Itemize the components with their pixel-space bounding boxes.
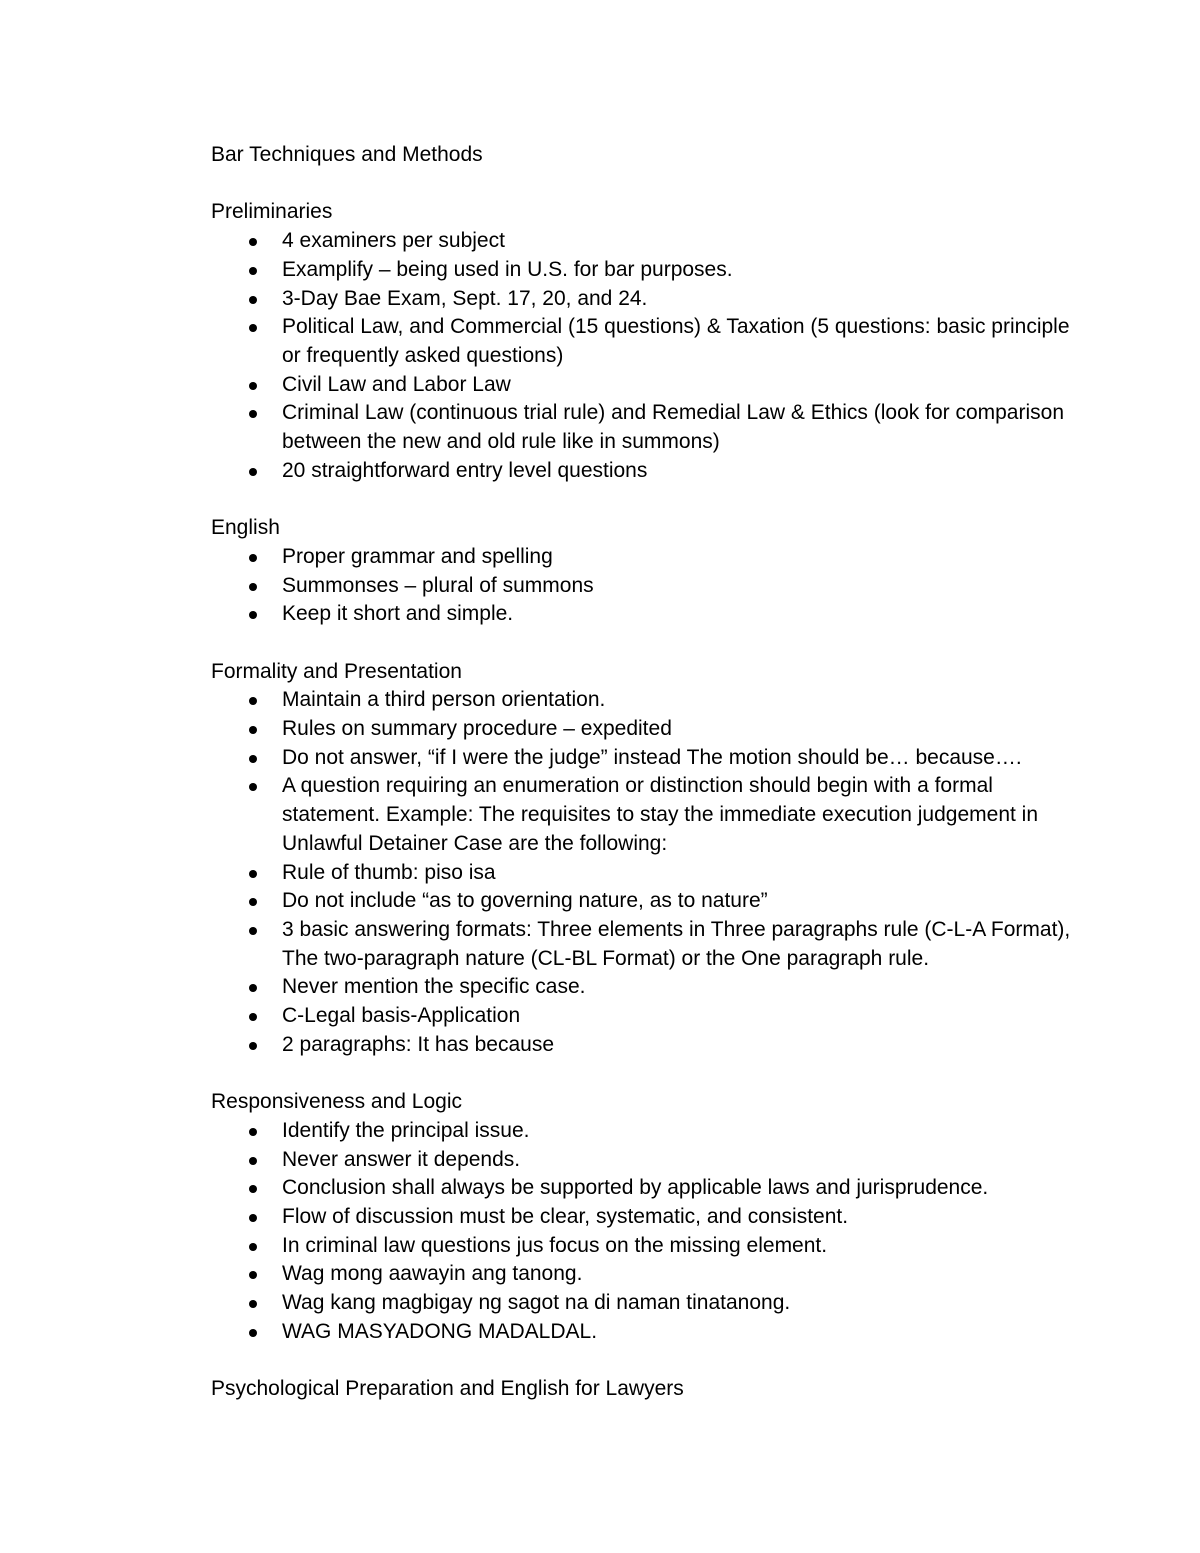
list-item	[211, 313, 1071, 370]
list-item-text: Maintain a third person orientation.	[282, 688, 606, 712]
bullet-icon	[249, 382, 257, 390]
section-heading: Formality and Presentation	[211, 659, 462, 683]
list-item-text: 4 examiners per subject	[282, 229, 505, 253]
bullet-icon	[249, 1013, 257, 1021]
bullet-list	[211, 543, 1071, 629]
list-item	[211, 227, 1071, 256]
section-psychological-preparation-and-english-for-lawyers	[211, 1375, 1071, 1404]
section-heading: English	[211, 516, 280, 540]
bullet-icon	[249, 697, 257, 705]
section-english	[211, 514, 1071, 629]
list-item	[211, 744, 1071, 773]
list-item-text: 2 paragraphs: It has because	[282, 1032, 555, 1056]
bullet-icon	[249, 984, 257, 992]
list-item	[211, 859, 1071, 888]
list-item-text: Do not answer, “if I were the judge” instead The motion should be… because….	[282, 745, 1022, 769]
section-preliminaries	[211, 198, 1071, 485]
bullet-icon	[249, 898, 257, 906]
document-body	[211, 198, 1071, 1403]
list-item-text: Conclusion shall always be supported by applicable laws and jurisprudence.	[282, 1176, 989, 1200]
list-item-text: Wag kang magbigay ng sagot na di naman tinatanong.	[282, 1291, 791, 1315]
list-item	[211, 1117, 1071, 1146]
bullet-icon	[249, 1185, 257, 1193]
section-heading: Preliminaries	[211, 200, 333, 224]
list-item-text: Rule of thumb: piso isa	[282, 860, 496, 884]
bullet-icon	[249, 1243, 257, 1251]
bullet-icon	[249, 267, 257, 275]
bullet-icon	[249, 870, 257, 878]
list-item	[211, 256, 1071, 285]
bullet-list	[211, 1117, 1071, 1347]
bullet-icon	[249, 410, 257, 418]
bullet-icon	[249, 1271, 257, 1279]
list-item	[211, 1146, 1071, 1175]
bullet-icon	[249, 583, 257, 591]
bullet-icon	[249, 726, 257, 734]
section-heading: Psychological Preparation and English for Lawyers	[211, 1377, 684, 1401]
bullet-icon	[249, 1329, 257, 1337]
list-item-text: A question requiring an enumeration or distinction should begin with a formal statement. Example: The requisites to stay the immediate execution judgement in Unlawful Detainer Case are the following:	[282, 774, 1039, 855]
list-item	[211, 1203, 1071, 1232]
list-item-text: Wag mong aawayin ang tanong.	[282, 1262, 583, 1286]
list-item-text: Political Law, and Commercial (15 questions) & Taxation (5 questions: basic principle or frequently asked questions)	[282, 315, 1070, 367]
list-item-text: Examplify – being used in U.S. for bar purposes.	[282, 257, 733, 281]
document-title: Bar Techniques and Methods	[211, 143, 483, 166]
list-item	[211, 887, 1071, 916]
section-responsiveness-and-logic	[211, 1088, 1071, 1346]
list-item-text: Never answer it depends.	[282, 1147, 521, 1171]
list-item-text: Proper grammar and spelling	[282, 544, 553, 568]
bullet-icon	[249, 1042, 257, 1050]
list-item-text: WAG MASYADONG MADALDAL.	[282, 1319, 598, 1343]
bullet-icon	[249, 296, 257, 304]
bullet-icon	[249, 238, 257, 246]
list-item-text: Civil Law and Labor Law	[282, 372, 511, 396]
bullet-icon	[249, 1300, 257, 1308]
list-item	[211, 285, 1071, 314]
list-item	[211, 686, 1071, 715]
bullet-list	[211, 227, 1071, 485]
bullet-icon	[249, 783, 257, 791]
bullet-icon	[249, 1128, 257, 1136]
list-item	[211, 1002, 1071, 1031]
bullet-icon	[249, 1157, 257, 1165]
list-item	[211, 1174, 1071, 1203]
list-item	[211, 543, 1071, 572]
list-item-text: Identify the principal issue.	[282, 1118, 530, 1142]
list-item-text: Do not include “as to governing nature, as to nature”	[282, 889, 768, 913]
document-page	[211, 141, 1071, 1433]
list-item-text: Summonses – plural of summons	[282, 573, 594, 597]
list-item-text: Flow of discussion must be clear, systematic, and consistent.	[282, 1204, 849, 1228]
bullet-icon	[249, 554, 257, 562]
list-item-text: Never mention the specific case.	[282, 975, 586, 999]
section-heading: Responsiveness and Logic	[211, 1090, 462, 1114]
bullet-icon	[249, 324, 257, 332]
bullet-icon	[249, 468, 257, 476]
list-item	[211, 1289, 1071, 1318]
bullet-icon	[249, 611, 257, 619]
list-item-text: Rules on summary procedure – expedited	[282, 717, 672, 741]
list-item	[211, 600, 1071, 629]
list-item	[211, 1260, 1071, 1289]
list-item	[211, 973, 1071, 1002]
list-item-text: C-Legal basis-Application	[282, 1004, 521, 1028]
bullet-icon	[249, 927, 257, 935]
list-item	[211, 715, 1071, 744]
list-item-text: Criminal Law (continuous trial rule) and Remedial Law & Ethics (look for comparison between the new and old rule like in summons)	[282, 401, 1064, 454]
list-item	[211, 399, 1071, 456]
list-item-text: 3-Day Bae Exam, Sept. 17, 20, and 24.	[282, 286, 648, 310]
list-item	[211, 1031, 1071, 1060]
list-item	[211, 457, 1071, 486]
list-item	[211, 916, 1071, 973]
list-item	[211, 772, 1071, 858]
list-item-text: In criminal law questions jus focus on the missing element.	[282, 1233, 828, 1257]
bullet-list	[211, 686, 1071, 1059]
list-item	[211, 1318, 1071, 1347]
list-item	[211, 371, 1071, 400]
bullet-icon	[249, 755, 257, 763]
list-item	[211, 572, 1071, 601]
section-formality-and-presentation	[211, 658, 1071, 1060]
list-item	[211, 1232, 1071, 1261]
bullet-icon	[249, 1214, 257, 1222]
list-item-text: Keep it short and simple.	[282, 602, 514, 626]
list-item-text: 20 straightforward entry level questions	[282, 458, 648, 482]
list-item-text: 3 basic answering formats: Three elements in Three paragraphs rule (C-L-A Format), The two-paragraph nature (CL-BL Format) or the One paragraph rule.	[282, 917, 1071, 970]
